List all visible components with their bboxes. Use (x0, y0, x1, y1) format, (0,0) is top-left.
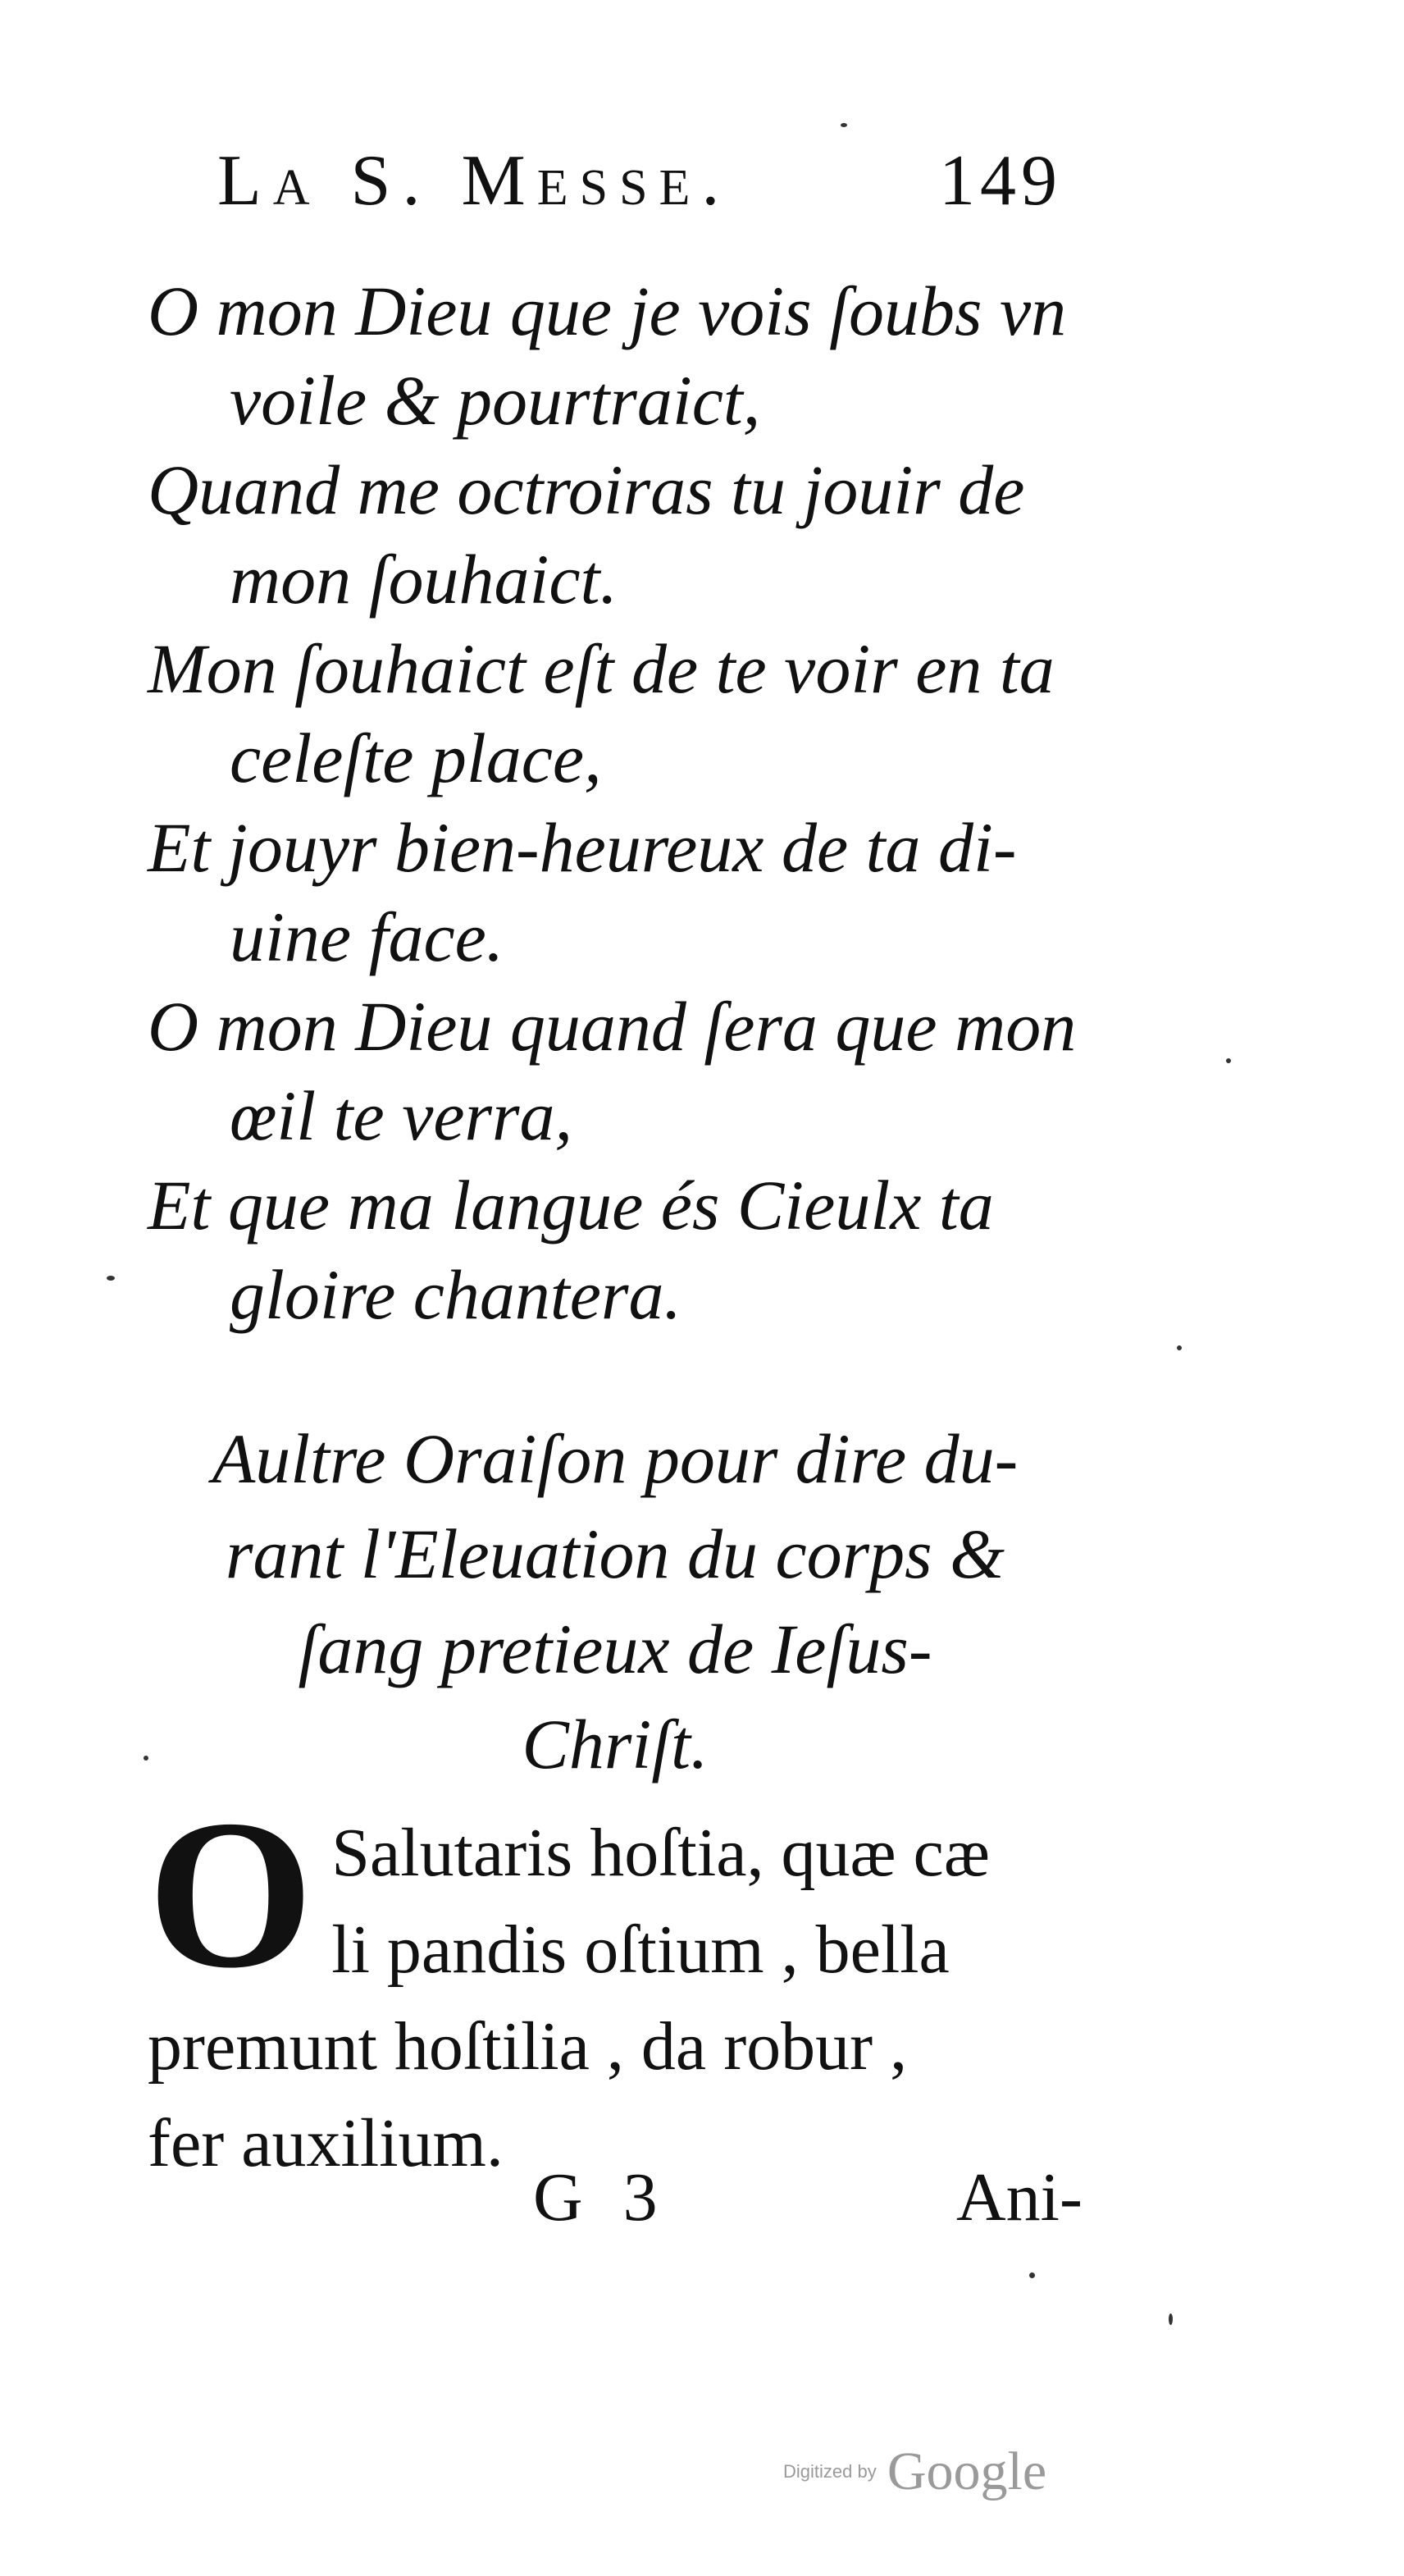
heading-line: Aultre Oraiſon pour dire du- (212, 1419, 1019, 1498)
signature-mark: G 3 (533, 2159, 669, 2236)
prayer-line: li pandis oſtium , bella (331, 1911, 950, 1988)
ink-speck (1177, 1345, 1182, 1350)
ink-speck (1169, 2313, 1173, 2325)
verse-block (148, 267, 1083, 1340)
heading-line: Chriſt. (522, 1705, 709, 1784)
section-heading (148, 1411, 1083, 1792)
verse-line: O mon Dieu quand ſera que mon (148, 987, 1077, 1066)
google-logo: Google (887, 2441, 1047, 2501)
latin-prayer (148, 1776, 1099, 2192)
running-title: La S. Messe. (217, 141, 732, 221)
verse-line: œil te verra, (230, 1076, 572, 1155)
verse-line: uine face. (230, 897, 504, 976)
verse-line: celeſte place, (230, 719, 602, 797)
verse-line: Et jouyr bien-heureux de ta di- (148, 808, 1017, 887)
prayer-line: premunt hoſtilia , da robur , (148, 2008, 908, 2085)
running-head (217, 139, 1062, 238)
verse-line: Mon ſouhaict eſt de te voir en ta (148, 629, 1055, 708)
verse-line: Quand me octroiras tu jouir de (148, 450, 1025, 529)
verse-line: Et que ma langue és Cieulx ta (148, 1166, 994, 1245)
verse-line: O mon Dieu que je vois ſoubs vn (148, 272, 1067, 350)
page-number: 149 (939, 141, 1062, 221)
prayer-line: Salutaris hoſtia, quæ cæ (331, 1815, 990, 1891)
ink-speck (1029, 2272, 1035, 2278)
heading-line: rant l'Eleuation du corps & (225, 1514, 1005, 1593)
ink-speck (841, 123, 847, 127)
prayer-line: fer auxilium. (148, 2105, 504, 2181)
verse-line: voile & pourtraict, (230, 361, 761, 440)
page-footer (148, 2158, 1083, 2248)
ink-speck (1226, 1058, 1231, 1063)
ink-speck (107, 1276, 115, 1281)
drop-capital: O (148, 1776, 314, 2012)
ink-speck (144, 1756, 148, 1761)
verse-line: gloire chantera. (230, 1255, 681, 1334)
watermark-prefix: Digitized by (783, 2461, 877, 2482)
catchword: Ani- (956, 2159, 1083, 2236)
heading-line: ſang pretieux de Ieſus- (298, 1610, 932, 1688)
verse-line: mon ſouhaict. (230, 540, 618, 619)
digitization-watermark (783, 2441, 1046, 2503)
